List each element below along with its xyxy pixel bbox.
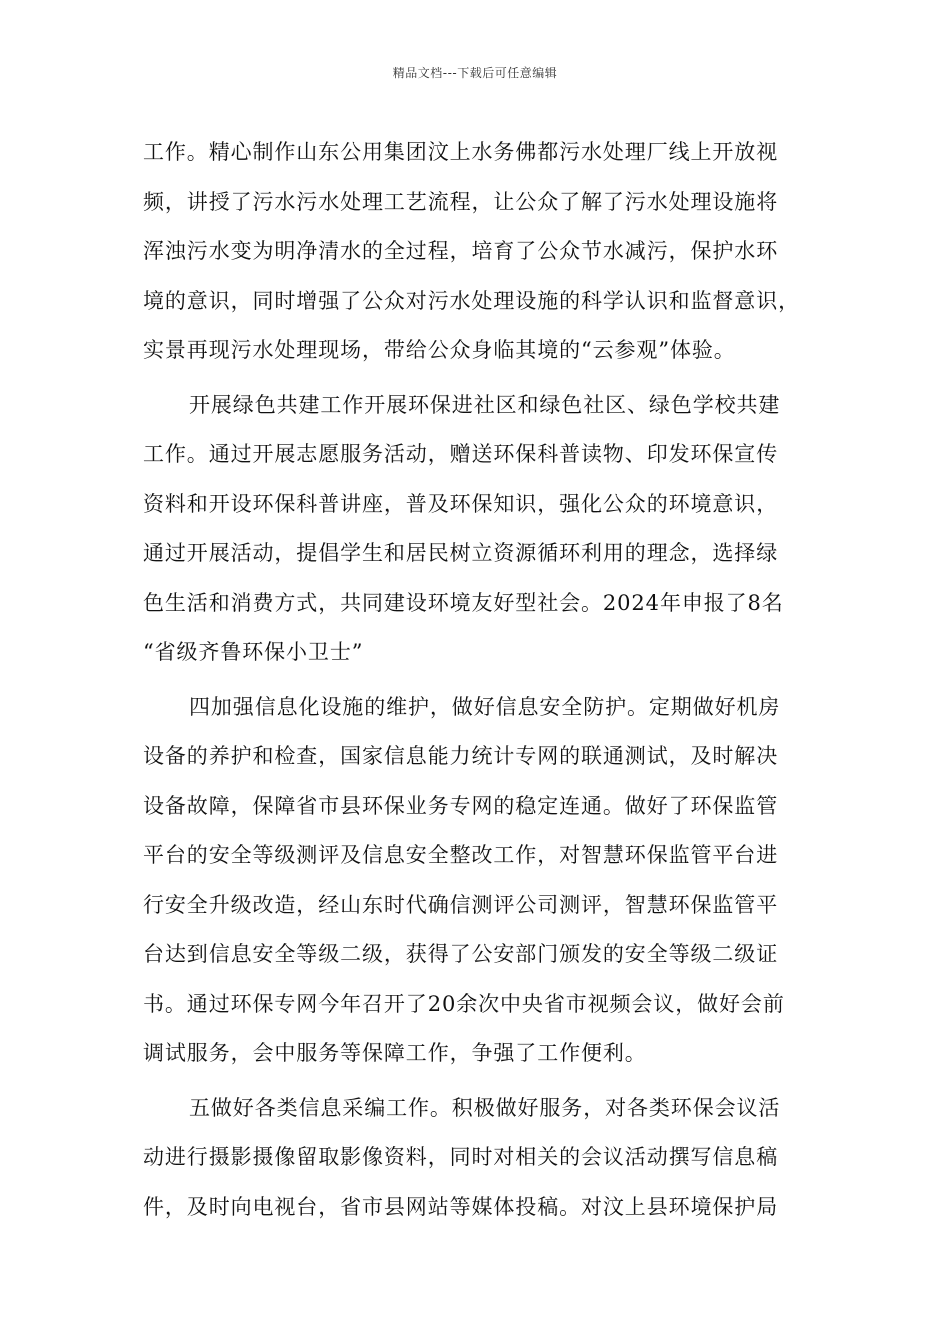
text-line: 五做好各类信息采编工作。积极做好服务，对各类环保会议活 bbox=[189, 1095, 781, 1120]
text-line: 台达到信息安全等级二级，获得了公安部门颁发的安全等级二级证 bbox=[143, 942, 779, 966]
text-line: 工作。精心制作山东公用集团汶上水务佛都污水处理厂线上开放视 bbox=[143, 140, 779, 164]
text-line: 调试服务，会中服务等保障工作，争强了工作便利。 bbox=[143, 1041, 647, 1065]
text-line: 设备故障，保障省市县环保业务专网的稳定连通。做好了环保监管 bbox=[143, 793, 779, 818]
page-header: 精品文档---下载后可任意编辑 bbox=[392, 66, 558, 80]
text-line: 实景再现污水处理现场，带给公众身临其境的“云参观”体验。 bbox=[143, 338, 736, 362]
text-line: “省级齐鲁环保小卫士” bbox=[143, 640, 364, 664]
text-line: 频，讲授了污水污水处理工艺流程，让公众了解了污水处理设施将 bbox=[143, 189, 779, 214]
text-line: 设备的养护和检查，国家信息能力统计专网的联通测试，及时解决 bbox=[143, 744, 779, 768]
text-line: 书。通过环保专网今年召开了20余次中央省市视频会议，做好会前 bbox=[143, 991, 785, 1016]
text-line: 色生活和消费方式，共同建设环境友好型社会。2024年申报了8名 bbox=[143, 590, 784, 615]
text-line: 动进行摄影摄像留取影像资料，同时对相关的会议活动撰写信息稿 bbox=[143, 1145, 779, 1169]
text-line: 平台的安全等级测评及信息安全整改工作，对智慧环保监管平台进 bbox=[143, 843, 779, 867]
text-line: 通过开展活动，提倡学生和居民树立资源循环利用的理念，选择绿 bbox=[143, 541, 779, 565]
text-line: 境的意识，同时增强了公众对污水处理设施的科学认识和监督意识， bbox=[143, 288, 800, 313]
paragraph-4 bbox=[143, 1084, 819, 1233]
text-line: 工作。通过开展志愿服务活动，赠送环保科普读物、印发环保宣传 bbox=[143, 442, 779, 466]
paragraph-1 bbox=[143, 128, 819, 376]
document-body bbox=[143, 128, 819, 1232]
text-line: 资料和开设环保科普讲座，普及环保知识，强化公众的环境意识， bbox=[143, 491, 779, 516]
text-line: 开展绿色共建工作开展环保进社区和绿色社区、绿色学校共建 bbox=[189, 392, 781, 417]
text-line: 四加强信息化设施的维护，做好信息安全防护。定期做好机房 bbox=[189, 694, 781, 719]
text-line: 浑浊污水变为明净清水的全过程，培育了公众节水减污，保护水环 bbox=[143, 239, 779, 263]
paragraph-2 bbox=[143, 381, 819, 678]
paragraph-3 bbox=[143, 683, 819, 1079]
text-line: 行安全升级改造，经山东时代确信测评公司测评，智慧环保监管平 bbox=[143, 892, 779, 917]
text-line: 件，及时向电视台，省市县网站等媒体投稿。对汶上县环境保护局 bbox=[143, 1194, 779, 1219]
